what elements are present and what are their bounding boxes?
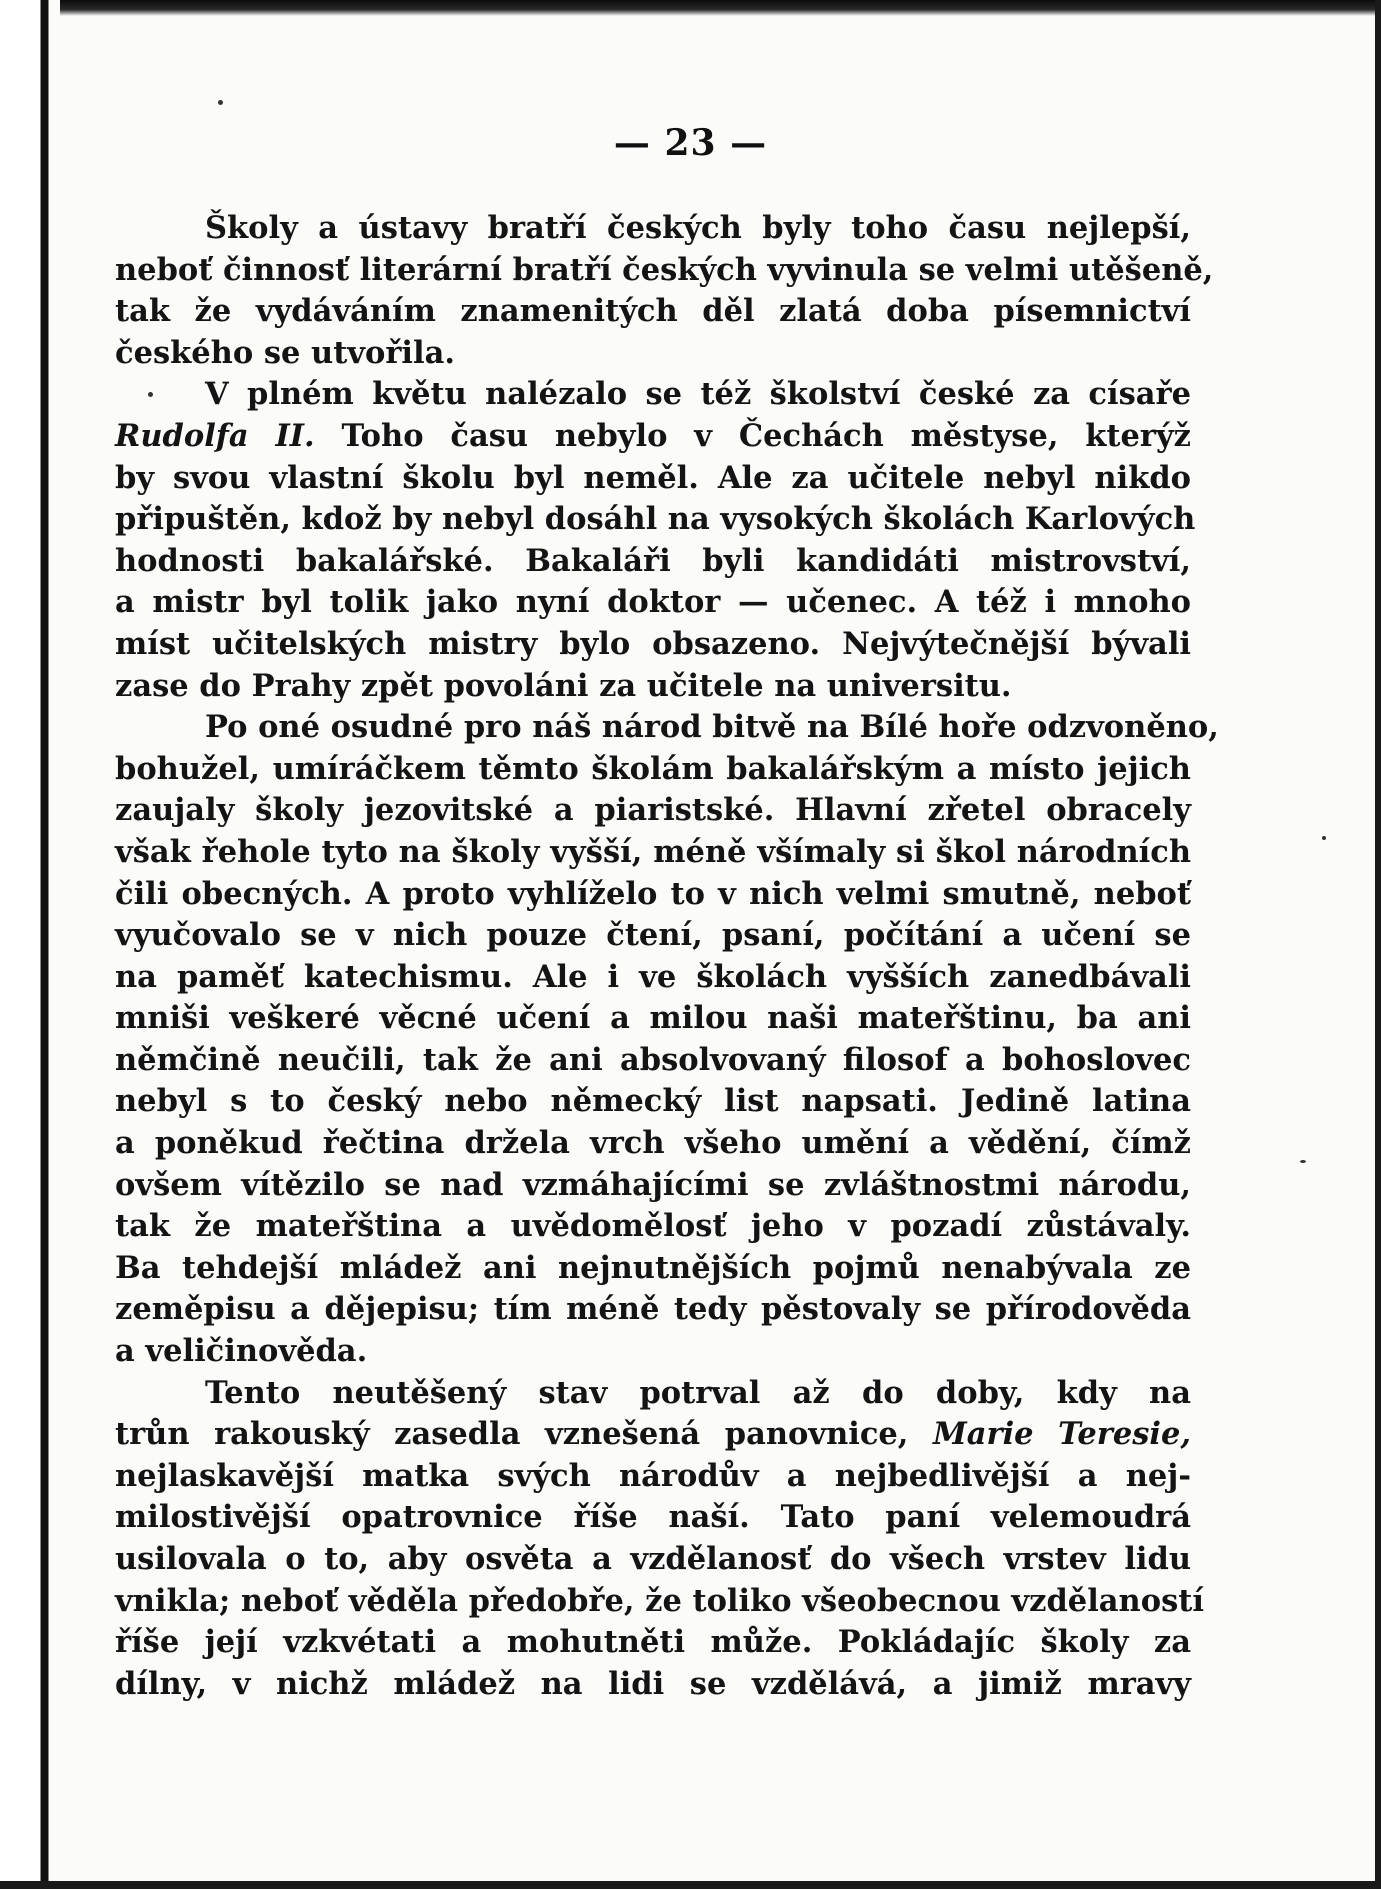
text-line: tak že vydáváním znamenitých děl zlatá doba písemnictví — [115, 293, 1191, 330]
scan-bottom-edge — [0, 1881, 1381, 1889]
text-line: zase do Prahy zpět povoláni za učitele na universitu. — [115, 667, 1012, 704]
body-text — [115, 208, 1219, 1705]
text-line: hodnosti bakalářské. Bakaláři byli kandidáti mistrovství, — [115, 542, 1191, 579]
text-line: čili obecných. A proto vyhlíželo to v nich velmi smutně, neboť — [115, 875, 1191, 912]
text-line: tak že mateřština a uvědomělosť jeho v pozadí zůstávaly. — [115, 1208, 1191, 1245]
text-line: němčině neučili, tak že ani absolvovaný filosof a bohoslovec — [115, 1041, 1191, 1078]
text-line: říše její vzkvétati a mohutněti může. Pokládajíc školy za — [115, 1624, 1191, 1661]
scan-speck — [1322, 836, 1326, 840]
scan-binding-edge — [0, 0, 60, 1889]
italic-name: Rudolfa II. — [115, 417, 315, 454]
text-line: míst učitelských mistry bylo obsazeno. Nejvýtečnější bývali — [115, 625, 1191, 662]
text-line: bohužel, umíráčkem těmto školám bakalářským a místo jejich — [115, 750, 1191, 787]
text-line: nejlaskavější matka svých národův a nejbedlivější a nej- — [115, 1457, 1191, 1494]
text-line: Ba tehdejší mládež ani nejnutnějších pojmů nenabývala ze — [115, 1249, 1191, 1286]
text-line: Školy a ústavy bratří českých byly toho času nejlepší, — [205, 210, 1191, 246]
text-line: nebyl s to český nebo německý list napsati. Jedině latina — [115, 1083, 1191, 1120]
scan-top-edge — [0, 0, 1381, 16]
text-line: a mistr byl tolik jako nyní doktor — učenec. A též i mnoho — [115, 584, 1191, 621]
text-line: vyučovalo se v nich pouze čtení, psaní, počítání a učení se — [115, 917, 1191, 954]
text-line: by svou vlastní školu byl neměl. Ale za učitele nebyl nikdo — [115, 459, 1191, 496]
text-line: V plném květu nalézalo se též školství české za císaře — [205, 376, 1191, 413]
scan-speck — [1300, 1160, 1306, 1163]
text-line: a veličinověda. — [115, 1333, 368, 1370]
text-line: a poněkud řečtina držela vrch všeho umění a vědění, čímž — [115, 1125, 1191, 1162]
text-line: dílny, v nichž mládež na lidi se vzdělává, a jimiž mravy — [115, 1665, 1191, 1702]
text-line: ovšem vítězilo se nad vzmáhajícími se zvláštnostmi národu, — [115, 1166, 1191, 1203]
scan-speck — [218, 100, 223, 105]
italic-name: Marie Teresie, — [933, 1416, 1192, 1453]
text-line: zeměpisu a dějepisu; tím méně tedy pěstovaly se přírodověda — [115, 1291, 1191, 1328]
text-line: Po oné osudné pro náš národ bitvě na Bílé hoře odzvoněno, — [205, 709, 1219, 746]
text-line — [115, 1414, 1191, 1456]
text-line: milostivější opatrovnice říše naší. Tato paní velemoudrá — [115, 1499, 1191, 1536]
scan-right-edge — [1375, 0, 1381, 1889]
text-fragment: Toho času nebylo v Čechách městyse, kterýž — [314, 417, 1192, 454]
text-line: na paměť katechismu. Ale i ve školách vyšších zanedbávali — [115, 958, 1191, 995]
page-number: — 23 — — [613, 122, 768, 164]
text-line: mniši veškeré věcné učení a milou naši mateřštinu, ba ani — [115, 1000, 1191, 1037]
text-line: českého se utvořila. — [115, 334, 455, 371]
text-line: zaujaly školy jezovitské a piaristské. Hlavní zřetel obracely — [115, 792, 1191, 829]
text-fragment: trůn rakouský zasedla vznešená panovnice, — [115, 1416, 933, 1453]
text-line — [115, 416, 1191, 458]
text-line: však řehole tyto na školy vyšší, méně všímaly si škol národních — [115, 833, 1191, 870]
text-line: vnikla; neboť věděla předobře, že toliko všeobecnou vzdělaností — [115, 1582, 1204, 1619]
text-line: Tento neutěšený stav potrval až do doby, kdy na — [205, 1374, 1191, 1411]
text-line: neboť činnosť literární bratří českých vyvinula se velmi utěšeně, — [115, 251, 1214, 288]
text-line: připuštěn, kdož by nebyl dosáhl na vysokých školách Karlových — [115, 501, 1196, 538]
text-line: usilovala o to, aby osvěta a vzdělanosť do všech vrstev lidu — [115, 1541, 1191, 1577]
